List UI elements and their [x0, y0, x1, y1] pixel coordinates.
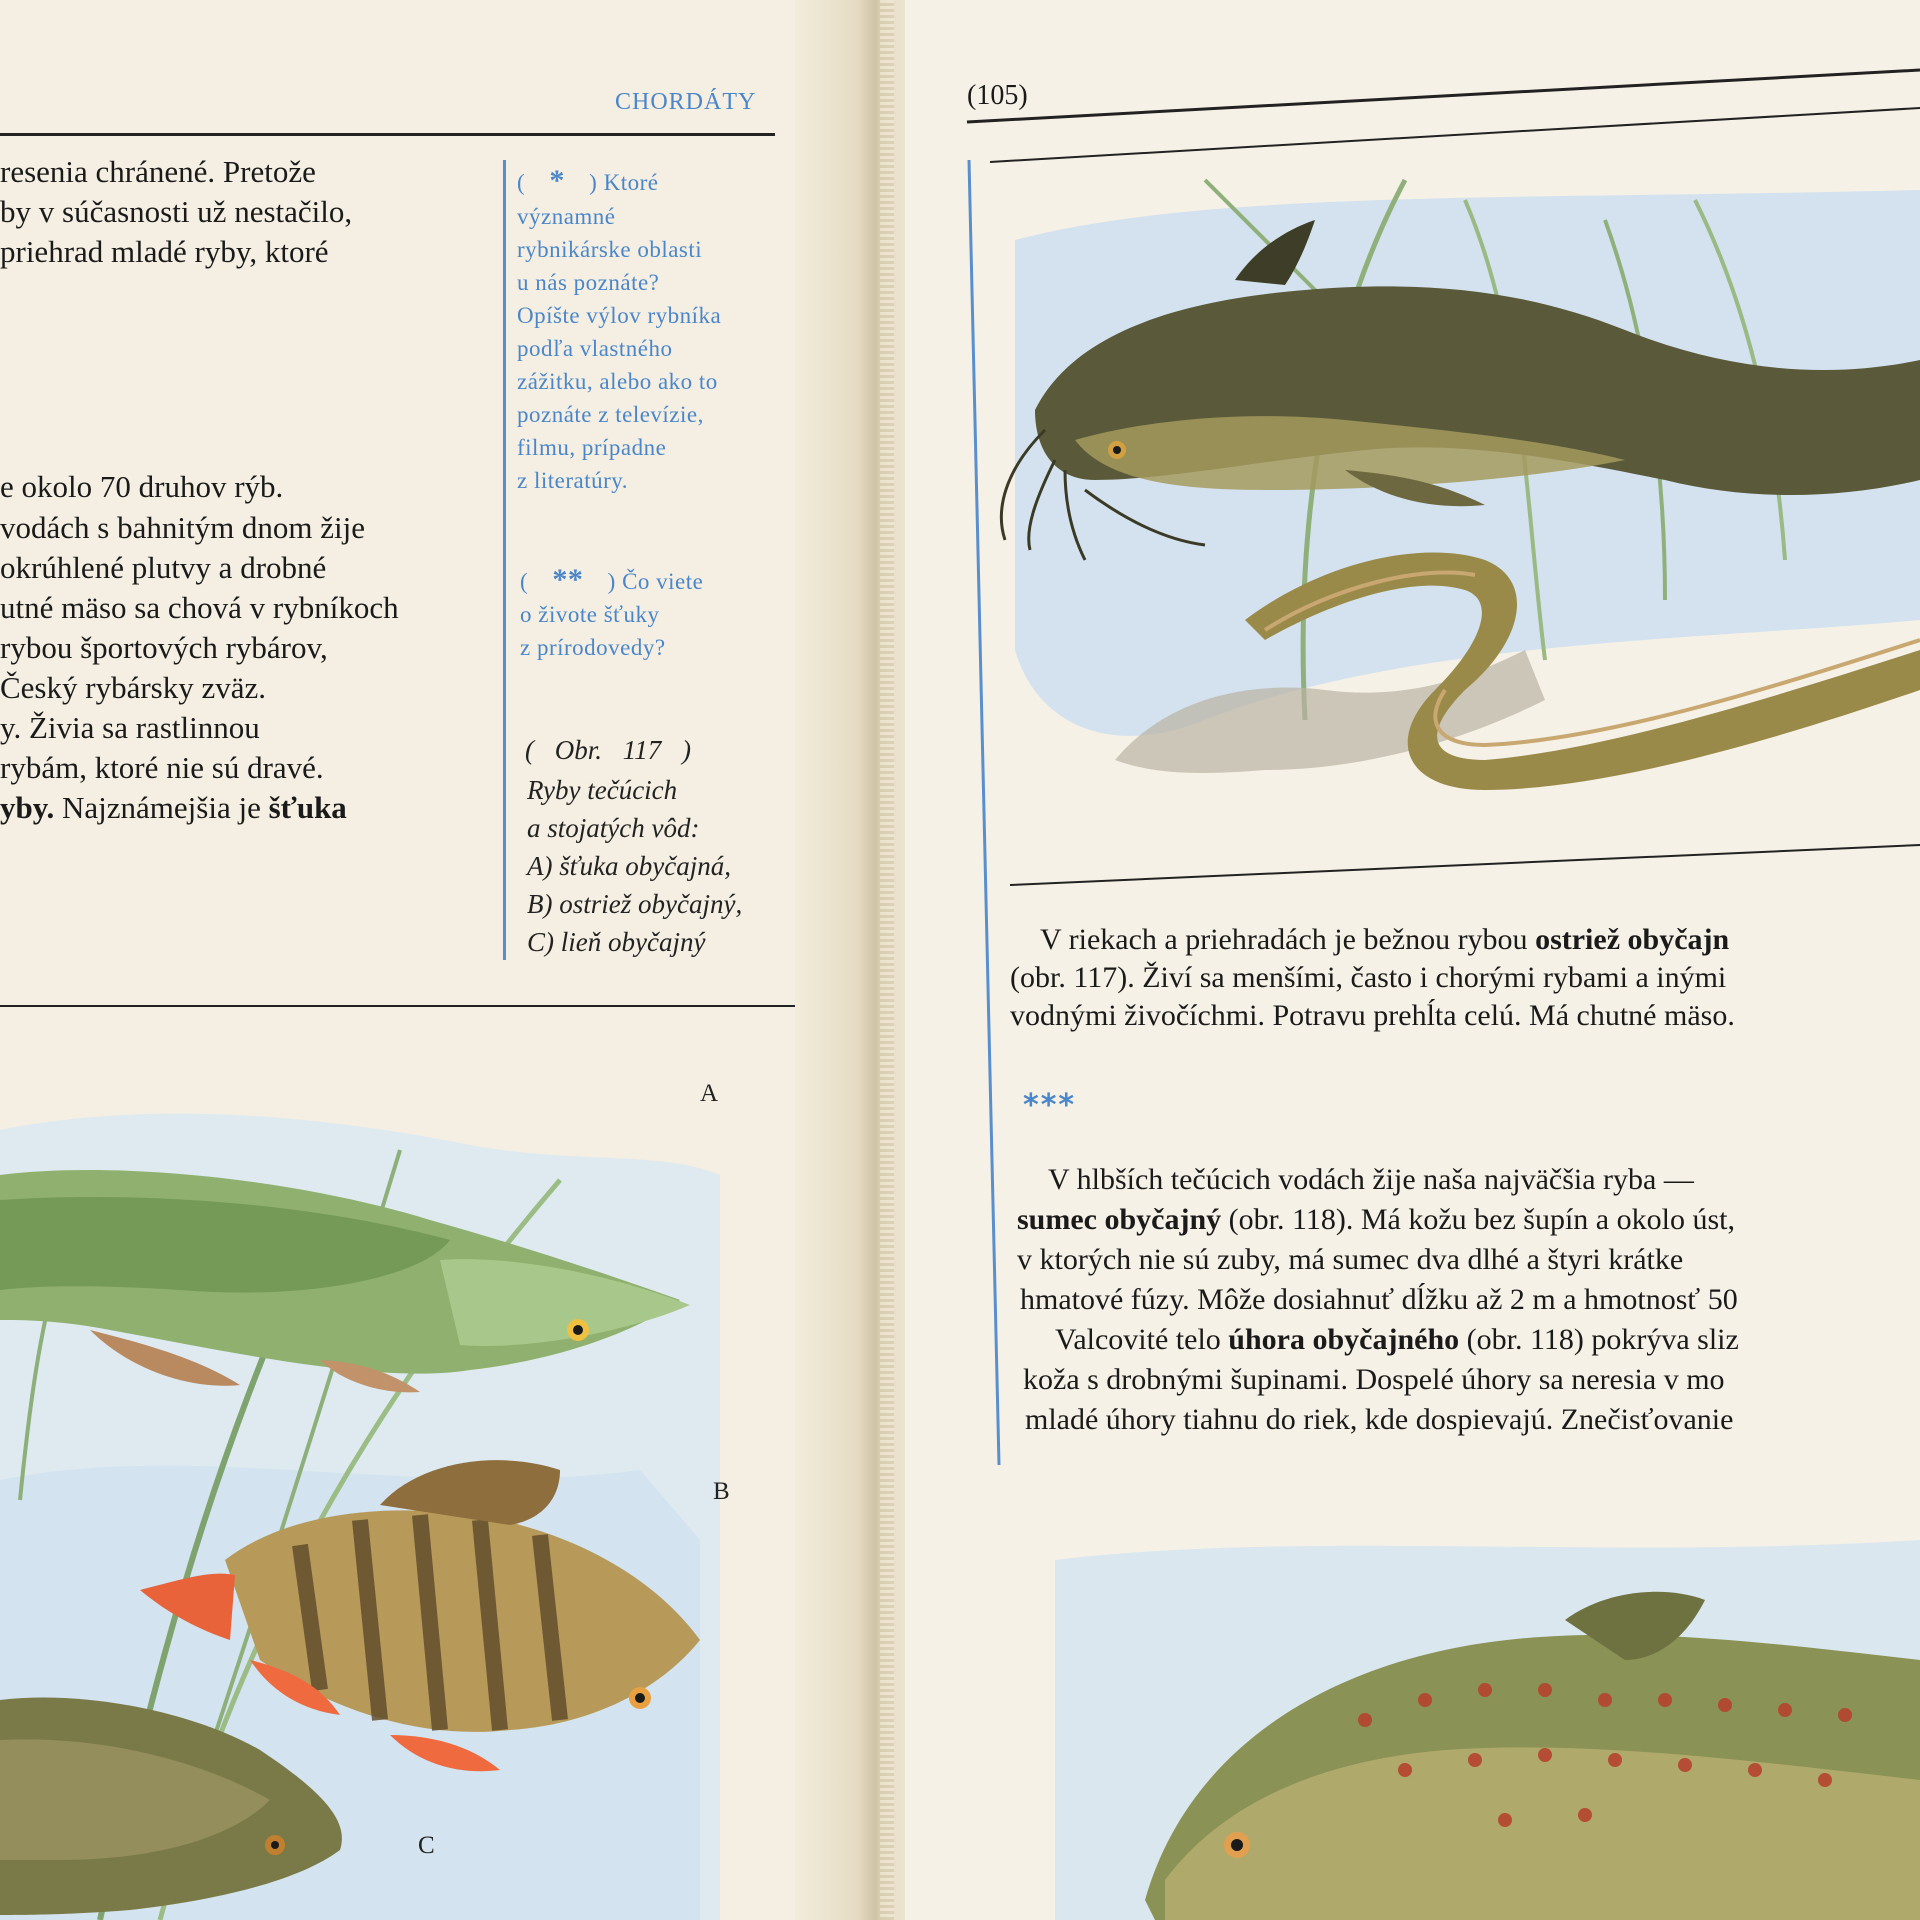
- paragraph-2-line: [1023, 1360, 1725, 1400]
- margin-note-line: rybnikárske oblasti: [517, 237, 703, 262]
- margin-note-line: z prírodovedy?: [520, 635, 666, 660]
- header-rule: [967, 70, 1920, 122]
- body-line: utné mäso sa chová v rybníkoch: [0, 590, 399, 625]
- figure-caption-line: a stojatých vôd:: [527, 813, 700, 843]
- intro-line: resenia chránené. Pretože: [0, 154, 316, 189]
- text-fragment: V hlbších tečúcich vodách žije naša najväčšia ryba —: [1048, 1163, 1694, 1196]
- figure-caption-line: C) lieň obyčajný: [527, 927, 706, 957]
- text-fragment: v ktorých nie sú zuby, má sumec dva dlhé a štyri krátke: [1017, 1243, 1684, 1276]
- bold-term: úhora obyčajného: [1228, 1323, 1460, 1356]
- page-number: (105): [967, 80, 1028, 111]
- paren-open: (: [517, 170, 526, 195]
- figure-top-rule: [990, 108, 1920, 162]
- paragraph-2-line: [1048, 1160, 1694, 1200]
- text-fragment: hmatové fúzy. Môže dosiahnuť dĺžku až 2 m a hmotnosť 50: [1020, 1283, 1738, 1316]
- body-line: e okolo 70 druhov rýb.: [0, 469, 284, 504]
- body-line: vodách s bahnitým dnom žije: [0, 510, 366, 545]
- left-page: [0, 0, 860, 1920]
- section-mark: ***: [1023, 1088, 1077, 1123]
- asterisk-mark: *: [549, 164, 565, 197]
- text-fragment: vodnými živočíchmi. Potravu prehĺta celú. Má chutné mäso.: [1010, 999, 1735, 1032]
- figure-label-c: C: [418, 1832, 435, 1859]
- figure-caption-title: ( Obr. 117 ): [525, 735, 691, 765]
- bold-term: šťuka: [268, 790, 347, 825]
- paragraph-1-line: [1040, 920, 1729, 960]
- column-rule: [969, 160, 999, 1465]
- paragraph-2-line: [1055, 1320, 1739, 1360]
- bold-term: ostriež obyčajn: [1535, 923, 1730, 956]
- paren-open: (: [520, 569, 529, 594]
- intro-line: by v súčasnosti už nestačilo,: [0, 194, 353, 229]
- margin-note-line: podľa vlastného: [517, 336, 673, 361]
- figure-117-illustration: [0, 0, 860, 1920]
- margin-note-line: významné: [517, 204, 616, 229]
- margin-note-line: u nás poznáte?: [517, 270, 660, 295]
- text-fragment: mladé úhory tiahnu do riek, kde dospievajú. Znečisťovanie: [1025, 1403, 1734, 1436]
- paragraph-1-line: [1010, 958, 1726, 998]
- note-text: ) Čo viete: [607, 569, 704, 594]
- body-line: rybám, ktoré nie sú dravé.: [0, 750, 324, 785]
- body-line: Český rybársky zväz.: [0, 670, 266, 705]
- text-fragment: koža s drobnými šupinami. Dospelé úhory sa neresia v mo: [1023, 1363, 1725, 1396]
- figure-bottom-rule: [1010, 845, 1920, 885]
- margin-note-line: o živote šťuky: [520, 602, 660, 627]
- page-edges: [880, 0, 894, 1920]
- text-fragment: V riekach a priehradách je bežnou rybou: [1040, 923, 1536, 956]
- paragraph-2-line: [1017, 1240, 1683, 1280]
- margin-note-line: z literatúry.: [517, 468, 629, 493]
- margin-note-line: Opíšte výlov rybníka: [517, 303, 722, 328]
- text-fragment: (obr. 118) pokrýva sliz: [1459, 1323, 1739, 1356]
- paragraph-1-line: [1010, 996, 1735, 1036]
- figure-caption-line: Ryby tečúcich: [527, 775, 678, 805]
- running-head: CHORDÁTY: [615, 89, 757, 115]
- body-line: y. Živia sa rastlinnou: [0, 710, 260, 745]
- figure-label-b: B: [713, 1478, 730, 1505]
- body-line: rybou športových rybárov,: [0, 630, 328, 665]
- text-fragment: Najznámejšia je: [54, 790, 269, 825]
- figure-label-a: A: [700, 1080, 719, 1107]
- paragraph-2-line: [1017, 1200, 1735, 1240]
- figure-caption-line: A) šťuka obyčajná,: [527, 851, 732, 881]
- double-asterisk-mark: **: [552, 563, 584, 596]
- text-fragment: (obr. 118). Má kožu bez šupín a okolo úst,: [1221, 1203, 1735, 1236]
- margin-note-line: filmu, prípadne: [517, 435, 667, 460]
- text-fragment: Valcovité telo: [1055, 1323, 1229, 1356]
- margin-note-line: poznáte z televízie,: [517, 402, 704, 427]
- body-line: okrúhlené plutvy a drobné: [0, 550, 327, 585]
- text-fragment: (obr. 117). Živí sa menšími, často i chorými rybami a inými: [1010, 961, 1727, 994]
- figure-caption-line: B) ostriež obyčajný,: [527, 889, 743, 919]
- right-page: [905, 0, 1920, 1920]
- bold-fragment: yby.: [0, 790, 55, 825]
- margin-note-line: zážitku, alebo ako to: [517, 369, 718, 394]
- intro-line: priehrad mladé ryby, ktoré: [0, 234, 329, 269]
- paragraph-2-line: [1025, 1400, 1733, 1440]
- paragraph-2-line: [1020, 1280, 1738, 1320]
- bold-term: sumec obyčajný: [1017, 1203, 1222, 1236]
- note-text: ) Ktoré: [589, 170, 659, 195]
